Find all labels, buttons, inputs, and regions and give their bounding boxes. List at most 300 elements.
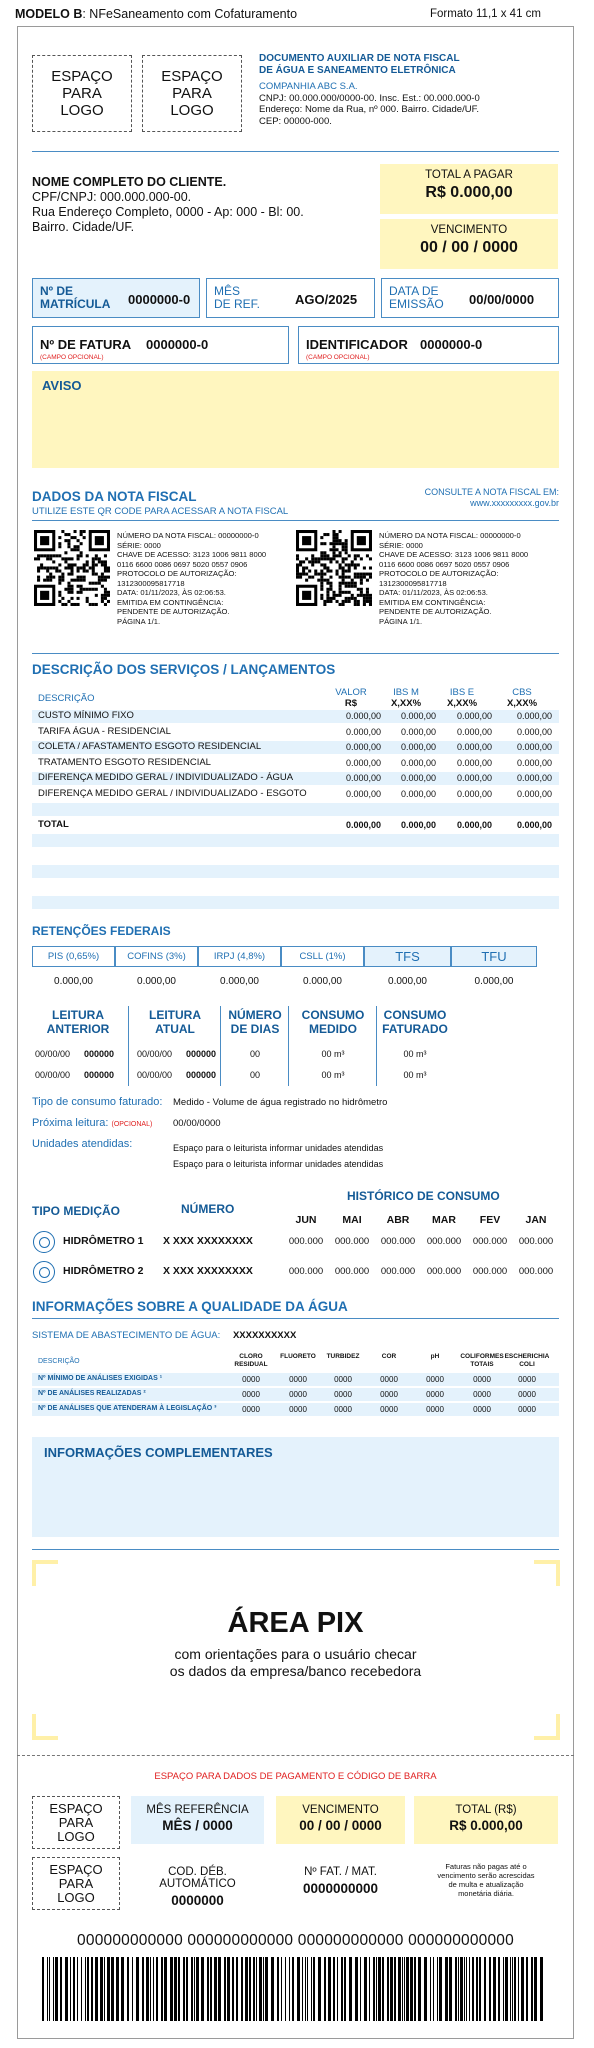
service-row-value: 0.000,00: [400, 773, 436, 783]
column-divider: [220, 1006, 221, 1086]
barcode-bar: [214, 1957, 217, 2021]
barcode-bar: [337, 1957, 338, 2021]
mes-ref-value: AGO/2025: [295, 292, 358, 307]
service-row-desc: COLETA / AFASTAMENTO ESGOTO RESIDENCIAL: [38, 741, 262, 752]
leitura-header: NÚMERO DE DIAS: [228, 1008, 282, 1036]
services-total-value: 0.000,00: [516, 819, 552, 830]
barcode-bar: [277, 1957, 279, 2021]
services-total-value: 0.000,00: [400, 819, 436, 830]
retencao-label: CSLL (1%): [281, 946, 364, 967]
qr-code-1: [34, 530, 110, 606]
cut-line: [17, 1755, 574, 1756]
barcode-bar: [498, 1957, 500, 2021]
barcode-bar: [479, 1957, 481, 2021]
barcode-bar: [534, 1957, 537, 2021]
leitura-atual-value: 000000: [186, 1070, 217, 1080]
barcode-bar: [42, 1957, 44, 2021]
barcode-bar: [236, 1957, 238, 2021]
numero-label: NÚMERO: [181, 1202, 235, 1216]
leitura-atual-date: 00/00/00: [137, 1070, 173, 1080]
retencao-label: TFU: [451, 946, 537, 967]
barcode-bar: [285, 1957, 286, 2021]
due-box: VENCIMENTO 00 / 00 / 0000: [380, 219, 558, 269]
barcode-bar: [360, 1957, 361, 2021]
client-name: NOME COMPLETO DO CLIENTE.: [32, 175, 227, 189]
company-info: [259, 81, 480, 127]
retencao-value: 0.000,00: [303, 976, 342, 987]
service-row-desc: DIFERENÇA MEDIDO GERAL / INDIVIDUALIZADO - ESGOTO: [38, 787, 307, 799]
water-meter-icon: [33, 1231, 55, 1253]
service-row-value: 0.000,00: [516, 773, 552, 783]
service-row-value: 0.000,00: [400, 788, 436, 799]
barcode-bar: [224, 1957, 226, 2021]
barcode-bar: [73, 1957, 75, 2021]
services-title: DESCRIÇÃO DOS SERVIÇOS / LANÇAMENTOS: [32, 662, 336, 677]
identificador-value: 0000000-0: [420, 337, 483, 352]
barcode-bar: [394, 1957, 396, 2021]
services-total-label: TOTAL: [38, 818, 69, 830]
pagamento-note: Faturas não pagas até o vencimento serão acrescidas de multa e atualização monetária diária.: [437, 1862, 535, 1898]
pix-corner-tr: [532, 1560, 560, 1588]
leitura-atual-date: 00/00/00: [137, 1049, 173, 1059]
barcode-bar: [227, 1957, 230, 2021]
qualidade-col-header: COR: [381, 1353, 397, 1360]
barcode-bar: [65, 1957, 68, 2021]
barcode-bar: [476, 1957, 478, 2021]
barcode-bar: [183, 1957, 185, 2021]
leitura-anterior-date: 00/00/00: [35, 1070, 71, 1080]
retencao-value: 0.000,00: [54, 976, 93, 987]
barcode-bar: [328, 1957, 331, 2021]
mes-referencia-box: MÊS REFERÊNCIA MÊS / 0000: [131, 1796, 264, 1844]
barcode-bar: [259, 1957, 262, 2021]
row-stripe: [32, 865, 559, 878]
barcode-bar: [153, 1957, 154, 2021]
qualidade-value: 0000: [289, 1405, 307, 1414]
model-bold: MODELO B: [15, 7, 83, 21]
hidrometro-name: HIDRÔMETRO 2: [63, 1265, 144, 1277]
client-address: Rua Endereço Completo, 0000 - Ap: 000 - Bl: 00.: [32, 205, 304, 219]
historico-month: FEV: [479, 1214, 501, 1226]
qr-code-2: [296, 530, 372, 606]
fatura-box: Nº DE FATURA (CAMPO OPCIONAL) 0000000-0: [32, 326, 289, 364]
nota-details-1: NÚMERO DA NOTA FISCAL: 00000000-0 SÉRIE: 0000 CHAVE DE ACESSO: 3123 1006 9811 8000 0116 6600 0086 0697 5020 0557 0906 PROTOCOLO DE AUTORIZAÇÃO: 1312300095817718 DATA: 01/11/2023, ÀS 02:06:53. EMITIDA EM CONTINGÊNCIA: PENDENTE DE AUTORIZAÇÃO. PÁGINA 1/1.: [117, 531, 267, 626]
service-row-value: 0.000,00: [456, 742, 492, 752]
service-row-value: 0.000,00: [456, 726, 492, 737]
qualidade-value: 0000: [426, 1375, 444, 1384]
barcode-bar: [333, 1957, 335, 2021]
unidades-value: Espaço para o leiturista informar unidades atendidas Espaço para o leiturista informar unidades atendidas: [173, 1143, 384, 1169]
column-divider: [128, 1006, 129, 1086]
model-label: [15, 7, 297, 21]
barcode-bar: [196, 1957, 199, 2021]
barcode-bar: [60, 1957, 62, 2021]
company-address: Endereço: Nome da Rua, nº 000. Bairro. Cidade/UF.: [259, 104, 479, 115]
barcode-bar: [289, 1957, 290, 2021]
barcode-bar: [70, 1957, 71, 2021]
logo-placeholder-3: ESPAÇO PARA LOGO: [32, 1796, 120, 1849]
barcode-bar: [271, 1957, 274, 2021]
proxima-leitura-value: 00/00/0000: [173, 1118, 221, 1129]
qualidade-col-header: ESCHERICHIA COLI: [504, 1353, 550, 1368]
service-row-value: 0.000,00: [456, 773, 492, 783]
barcode-number: 000000000000 000000000000 000000000000 000000000000: [77, 1932, 514, 1949]
total-box: TOTAL A PAGAR R$ 0.000,00: [380, 164, 558, 214]
services-col-header: IBS E X,XX%: [446, 687, 478, 709]
retencao-label: PIS (0,65%): [32, 946, 115, 967]
divider: [32, 151, 559, 152]
pix-corner-bl: [32, 1712, 60, 1740]
leitura-anterior-value: 000000: [84, 1070, 115, 1080]
barcode-bar: [191, 1957, 193, 2021]
barcode-bar: [207, 1957, 209, 2021]
logo-placeholder-2: ESPAÇO PARA LOGO: [142, 55, 242, 132]
barcode-bar: [313, 1957, 315, 2021]
pix-corner-br: [532, 1712, 560, 1740]
sistema-label: SISTEMA DE ABASTECIMENTO DE ÁGUA: XXXXXXXXXX: [32, 1330, 297, 1341]
client-info: [32, 175, 304, 235]
service-row-value: 0.000,00: [345, 757, 381, 768]
qualidade-value: 0000: [473, 1375, 491, 1384]
qualidade-value: 0000: [426, 1405, 444, 1414]
qualidade-value: 0000: [289, 1375, 307, 1384]
model-rest: : NFeSaneamento com Cofaturamento: [82, 7, 298, 21]
qualidade-value: 0000: [289, 1390, 307, 1399]
total-value: R$ 0.000,00: [425, 184, 513, 201]
barcode-bar: [256, 1957, 257, 2021]
client-city: Bairro. Cidade/UF.: [32, 220, 135, 234]
barcode-bar: [49, 1957, 50, 2021]
qualidade-value: 0000: [380, 1390, 398, 1399]
barcode-bar: [341, 1957, 343, 2021]
qualidade-value: 0000: [518, 1375, 536, 1384]
qualidade-col-header: TURBIDEZ: [326, 1353, 360, 1360]
service-row-value: 0.000,00: [400, 726, 436, 737]
barcode-bar: [311, 1957, 312, 2021]
barcode-bar: [458, 1957, 459, 2021]
barcode-bar: [410, 1957, 413, 2021]
cod-debito-box: COD. DÉB. AUTOMÁTICO 0000000: [159, 1866, 236, 1908]
barcode-bar: [136, 1957, 139, 2021]
barcode-bar: [433, 1957, 434, 2021]
barcode-bar: [127, 1957, 129, 2021]
service-row-value: 0.000,00: [516, 742, 552, 752]
leitura-anterior-value: 000000: [84, 1049, 115, 1059]
logo-placeholder-1: ESPAÇO PARA LOGO: [32, 55, 132, 132]
mes-ref-box: MÊS DE REF. AGO/2025: [206, 278, 375, 318]
barcode-bar: [161, 1957, 163, 2021]
services-col-header: VALOR R$: [335, 687, 367, 709]
barcode-bar: [430, 1957, 431, 2021]
service-row-value: 0.000,00: [456, 711, 492, 721]
barcode-bar: [382, 1957, 384, 2021]
historico-value: 000.000: [334, 1236, 370, 1247]
identificador-box: IDENTIFICADOR (CAMPO OPCIONAL) 0000000-0: [298, 326, 559, 364]
hidrometro-number: X XXX XXXXXXXX: [163, 1235, 253, 1247]
pagamento-total-box: TOTAL (R$) R$ 0.000,00: [414, 1796, 558, 1844]
row-stripe: [32, 803, 559, 816]
barcode-bar: [107, 1957, 110, 2021]
qualidade-value: 0000: [518, 1405, 536, 1414]
leitura-atual-value: 000000: [186, 1049, 217, 1059]
retencao-value: 0.000,00: [220, 976, 259, 987]
consumo-faturado: 00 m³: [403, 1049, 427, 1059]
barcode-bar: [55, 1957, 58, 2021]
barcode-bar: [121, 1957, 124, 2021]
historico-value: 000.000: [518, 1266, 554, 1277]
services-total-value: 0.000,00: [345, 819, 381, 830]
retencao-value: 0.000,00: [474, 976, 514, 987]
barcode-bar: [398, 1957, 401, 2021]
services-col-desc: DESCRIÇÃO: [38, 693, 95, 704]
barcode-bar: [210, 1957, 212, 2021]
nota-title: DADOS DA NOTA FISCAL: [32, 489, 197, 504]
barcode-bar: [514, 1957, 516, 2021]
barcode-bar: [364, 1957, 367, 2021]
qualidade-value: 0000: [380, 1375, 398, 1384]
barcode-bar: [489, 1957, 491, 2021]
barcode-bar: [265, 1957, 268, 2021]
barcode-bar: [150, 1957, 151, 2021]
services-col-header: CBS X,XX%: [506, 687, 538, 709]
historico-title: HISTÓRICO DE CONSUMO: [347, 1189, 500, 1203]
proxima-leitura-label: Próxima leitura: (OPCIONAL): [32, 1117, 153, 1129]
service-row-value: 0.000,00: [516, 726, 552, 737]
barcode-bar: [104, 1957, 105, 2021]
qualidade-title: INFORMAÇÕES SOBRE A QUALIDADE DA ÁGUA: [32, 1299, 348, 1314]
barcode-bar: [414, 1957, 416, 2021]
barcode-bar: [437, 1957, 438, 2021]
historico-value: 000.000: [380, 1266, 416, 1277]
leitura-header: CONSUMO FATURADO: [382, 1008, 448, 1036]
barcode-bar: [460, 1957, 463, 2021]
complementares-box: [32, 1437, 559, 1537]
service-row-desc: TRATAMENTO ESGOTO RESIDENCIAL: [38, 756, 211, 768]
leitura-dias: 00: [249, 1049, 260, 1059]
consumo-faturado: 00 m³: [403, 1070, 427, 1080]
qualidade-value: 0000: [334, 1375, 352, 1384]
barcode-bar: [186, 1957, 188, 2021]
qualidade-row-desc: Nº MÍNIMO DE ANÁLISES EXIGIDAS ¹: [38, 1375, 163, 1382]
aviso-box: [32, 371, 559, 468]
historico-value: 000.000: [518, 1236, 554, 1247]
leitura-header: LEITURA ATUAL: [149, 1008, 201, 1036]
services-col-header: IBS M X,XX%: [390, 687, 422, 709]
retencao-value: 0.000,00: [388, 976, 427, 987]
barcode-bar: [472, 1957, 474, 2021]
barcode-bar: [402, 1957, 403, 2021]
fatura-value: 0000000-0: [146, 337, 209, 352]
tipo-consumo-value: Medido - Volume de água registrado no hidrômetro: [173, 1097, 388, 1108]
barcode-bar: [116, 1957, 119, 2021]
barcode-bar: [132, 1957, 133, 2021]
barcode-bar: [324, 1957, 326, 2021]
barcode-bar: [100, 1957, 103, 2021]
barcode-bar: [510, 1957, 511, 2021]
service-row-value: 0.000,00: [516, 788, 552, 799]
complementares-title: INFORMAÇÕES COMPLEMENTARES: [44, 1445, 273, 1460]
qualidade-value: 0000: [242, 1390, 260, 1399]
service-row-value: 0.000,00: [345, 742, 381, 752]
service-row-value: 0.000,00: [345, 773, 381, 783]
barcode-bar: [464, 1957, 465, 2021]
leitura-header: CONSUMO MEDIDO: [301, 1008, 365, 1036]
matricula-value: 0000000-0: [128, 292, 191, 307]
barcode-bar: [95, 1957, 98, 2021]
barcode-bar: [531, 1957, 533, 2021]
retencao-label: COFINS (3%): [115, 946, 198, 967]
barcode-bar: [505, 1957, 508, 2021]
barcode-bar: [302, 1957, 303, 2021]
barcode-bar: [170, 1957, 173, 2021]
pix-title: ÁREA PIX: [227, 1607, 364, 1639]
pagamento-vencimento-box: VENCIMENTO 00 / 00 / 0000: [276, 1796, 405, 1844]
barcode-bar: [466, 1957, 467, 2021]
barcode-bar: [87, 1957, 89, 2021]
logo-placeholder-4: ESPAÇO PARA LOGO: [32, 1857, 120, 1910]
nota-site-link[interactable]: www.xxxxxxxxx.gov.br: [470, 498, 559, 508]
barcode-bar: [404, 1957, 405, 2021]
barcode-bar: [91, 1957, 93, 2021]
qualidade-col-header: pH: [430, 1353, 440, 1360]
barcode-bar: [164, 1957, 167, 2021]
service-row-value: 0.000,00: [400, 711, 436, 721]
barcode-bar: [512, 1957, 513, 2021]
leitura-anterior-date: 00/00/00: [35, 1049, 71, 1059]
barcode-bar: [518, 1957, 519, 2021]
barcode-bar: [281, 1957, 282, 2021]
barcode-bar: [378, 1957, 381, 2021]
barcode-bar: [349, 1957, 352, 2021]
company-name: COMPANHIA ABC S.A.: [259, 81, 358, 92]
qualidade-value: 0000: [334, 1405, 352, 1414]
barcode-bar: [253, 1957, 255, 2021]
historico-month: MAR: [432, 1214, 456, 1226]
qualidade-row-desc: Nº DE ANÁLISES REALIZADAS ²: [38, 1390, 146, 1397]
barcode-bar: [47, 1957, 48, 2021]
hidrometro-number: X XXX XXXXXXXX: [163, 1265, 253, 1277]
service-row-value: 0.000,00: [516, 711, 552, 721]
barcode-bar: [424, 1957, 427, 2021]
historico-value: 000.000: [472, 1236, 508, 1247]
aviso-title: AVISO: [42, 378, 82, 393]
qualidade-col-header: CLORO RESIDUAL: [234, 1353, 268, 1368]
barcode-bar: [526, 1957, 528, 2021]
retencao-label: IRPJ (4,8%): [198, 946, 281, 967]
barcode-bar: [390, 1957, 393, 2021]
historico-value: 000.000: [426, 1236, 462, 1247]
format-label: Formato 11,1 x 41 cm: [430, 8, 541, 20]
barcode-bar: [77, 1957, 78, 2021]
tipo-medicao-label: TIPO MEDIÇÃO: [32, 1204, 121, 1218]
consumo-medido: 00 m³: [321, 1070, 345, 1080]
barcode-bar: [81, 1957, 82, 2021]
service-row-desc: TARIFA ÁGUA - RESIDENCIAL: [38, 725, 171, 737]
barcode-bar: [142, 1957, 144, 2021]
service-row-value: 0.000,00: [345, 711, 381, 721]
barcode-bar: [469, 1957, 470, 2021]
qualidade-value: 0000: [518, 1390, 536, 1399]
service-row-value: 0.000,00: [345, 788, 381, 799]
historico-month: JAN: [525, 1214, 547, 1226]
doc-title: DOCUMENTO AUXILIAR DE NOTA FISCAL DE ÁGUA E SANEAMENTO ELETRÔNICA: [259, 53, 460, 76]
barcode-bar: [493, 1957, 496, 2021]
historico-value: 000.000: [288, 1266, 324, 1277]
barcode-bar: [297, 1957, 300, 2021]
historico-value: 000.000: [426, 1266, 462, 1277]
qualidade-value: 0000: [473, 1405, 491, 1414]
barcode-bar: [318, 1957, 321, 2021]
qualidade-value: 0000: [426, 1390, 444, 1399]
barcode-bar: [305, 1957, 306, 2021]
barcode-bar: [418, 1957, 421, 2021]
barcode-bar: [445, 1957, 448, 2021]
historico-value: 000.000: [334, 1266, 370, 1277]
barcode-bar: [344, 1957, 346, 2021]
pix-corner-tl: [32, 1560, 60, 1588]
barcode-bar: [540, 1957, 543, 2021]
barcode-bar: [85, 1957, 86, 2021]
barcode-bar: [249, 1957, 251, 2021]
barcode-bar: [201, 1957, 204, 2021]
leitura-dias: 00: [249, 1070, 260, 1080]
row-stripe: [32, 834, 559, 847]
barcode-bar: [387, 1957, 389, 2021]
historico-value: 000.000: [380, 1236, 416, 1247]
leitura-header: LEITURA ANTERIOR: [46, 1008, 110, 1036]
consumo-medido: 00 m³: [321, 1049, 345, 1059]
column-divider: [288, 1006, 289, 1086]
matricula-box: Nº DE MATRÍCULA 0000000-0: [32, 278, 200, 318]
retencoes-title: RETENÇÕES FEDERAIS: [32, 924, 171, 938]
barcode-bar: [503, 1957, 504, 2021]
nota-details-2: NÚMERO DA NOTA FISCAL: 00000000-0 SÉRIE: 0000 CHAVE DE ACESSO: 3123 1006 9811 8000 0116 6600 0086 0697 5020 0557 0906 PROTOCOLO DE AUTORIZAÇÃO: 1312300095817718 DATA: 01/11/2023, ÀS 02:06:53. EMITIDA EM CONTINGÊNCIA: PENDENTE DE AUTORIZAÇÃO. PÁGINA 1/1.: [379, 531, 529, 626]
qualidade-value: 0000: [473, 1390, 491, 1399]
qualidade-col-desc: DESCRIÇÃO: [38, 1358, 80, 1365]
client-doc: CPF/CNPJ: 000.000.000-00.: [32, 190, 192, 204]
barcode-bar: [194, 1957, 195, 2021]
pagamento-title: ESPAÇO PARA DADOS DE PAGAMENTO E CÓDIGO DE BARRA: [154, 1771, 437, 1782]
service-row-value: 0.000,00: [456, 788, 492, 799]
barcode-bar: [439, 1957, 442, 2021]
barcode-bar: [307, 1957, 308, 2021]
nota-consult: CONSULTE A NOTA FISCAL EM: www.xxxxxxxxx.gov.br: [380, 487, 559, 509]
water-meter-icon: [33, 1261, 55, 1283]
service-row-value: 0.000,00: [400, 742, 436, 752]
row-stripe: [32, 896, 559, 909]
service-row-value: 0.000,00: [400, 757, 436, 768]
historico-month: ABR: [386, 1214, 410, 1226]
barcode-bar: [156, 1957, 158, 2021]
service-row-value: 0.000,00: [345, 726, 381, 737]
qualidade-value: 0000: [242, 1405, 260, 1414]
historico-value: 000.000: [288, 1236, 324, 1247]
qualidade-row-desc: Nº DE ANÁLISES QUE ATENDERAM À LEGISLAÇÃO ³: [38, 1405, 217, 1412]
barcode: [42, 1957, 549, 2021]
historico-value: 000.000: [472, 1266, 508, 1277]
service-row-desc: DIFERENÇA MEDIDO GERAL / INDIVIDUALIZADO - ÁGUA: [38, 772, 294, 783]
hidrometro-name: HIDRÔMETRO 1: [63, 1235, 144, 1247]
barcode-bar: [245, 1957, 248, 2021]
barcode-bar: [232, 1957, 234, 2021]
barcode-bar: [53, 1957, 54, 2021]
emissao-box: DATA DE EMISSÃO 00/00/0000: [381, 278, 559, 318]
barcode-bar: [355, 1957, 358, 2021]
nota-subtitle: UTILIZE ESTE QR CODE PARA ACESSAR A NOTA FISCAL: [32, 506, 289, 517]
service-row-value: 0.000,00: [516, 757, 552, 768]
barcode-bar: [369, 1957, 370, 2021]
qualidade-value: 0000: [334, 1390, 352, 1399]
